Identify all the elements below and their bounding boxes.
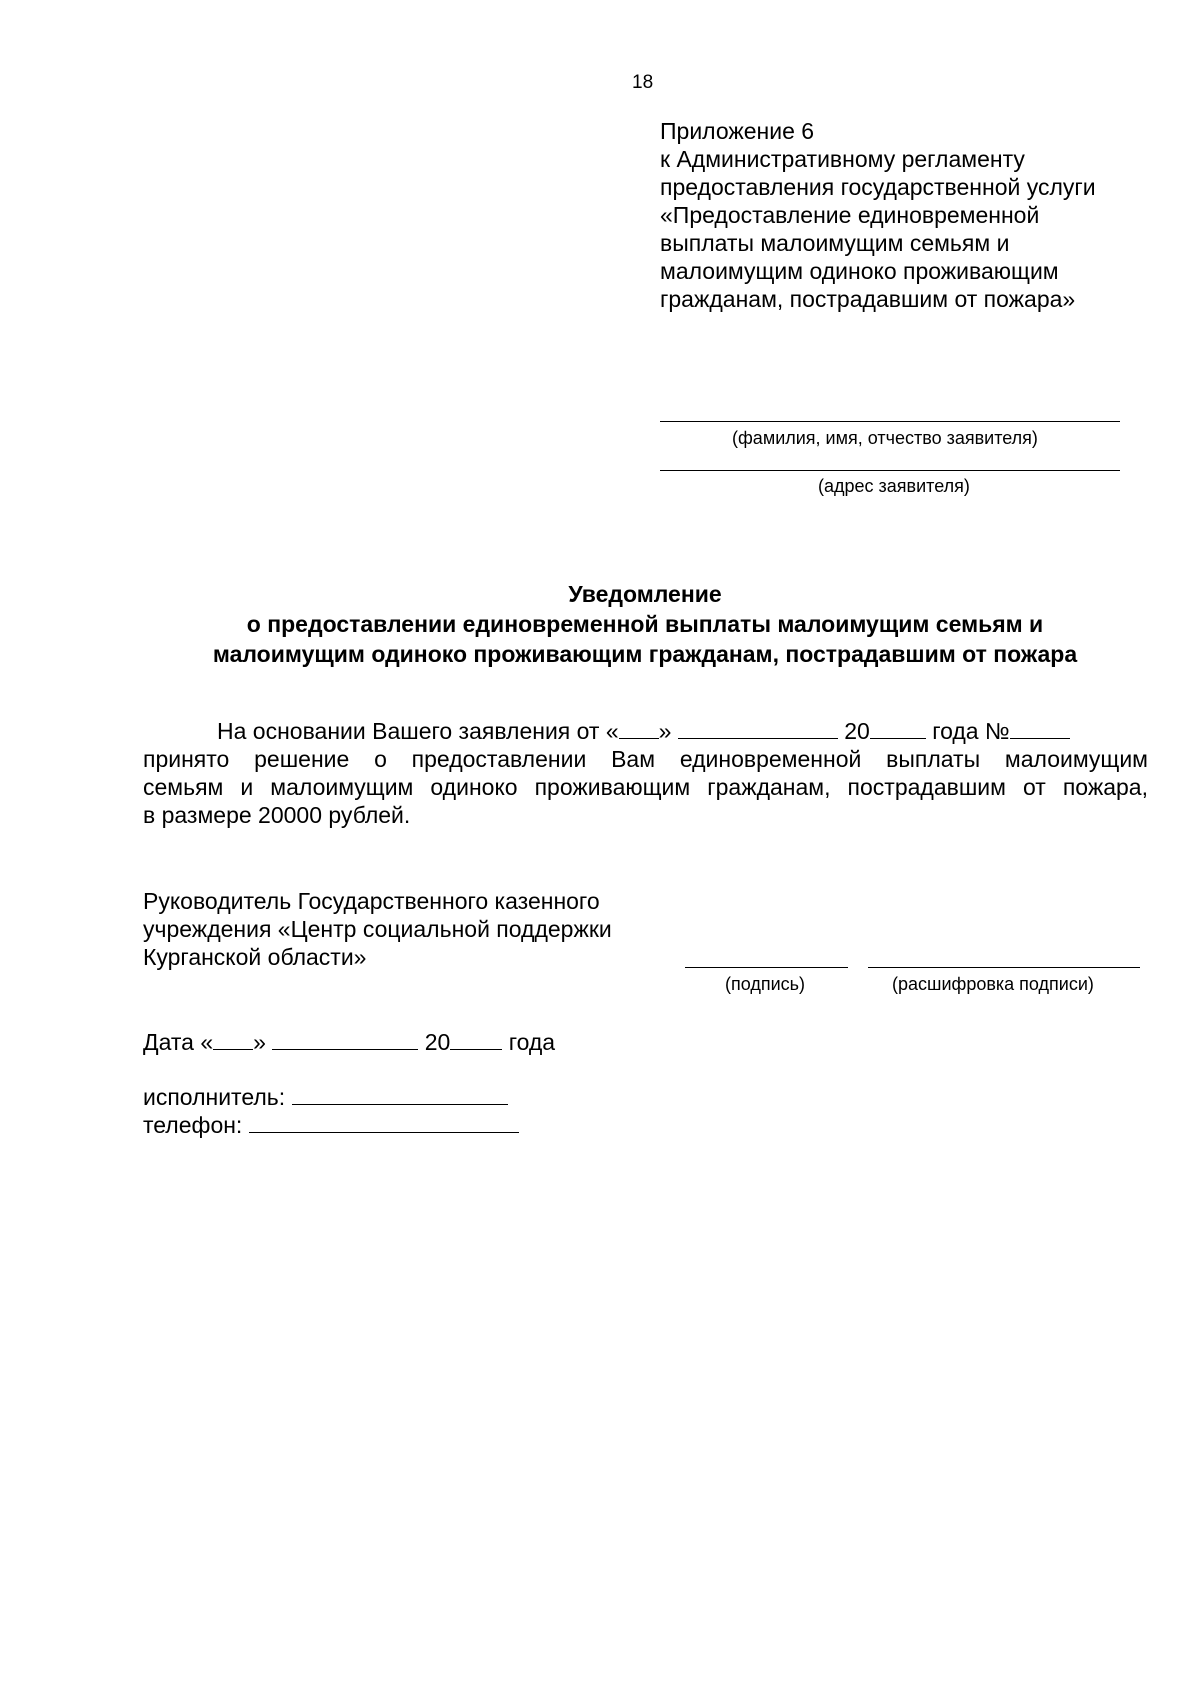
signature-field[interactable]	[685, 967, 848, 968]
signer-line: учреждения «Центр социальной поддержки	[143, 916, 612, 942]
date-month-field[interactable]	[272, 1028, 418, 1050]
appendix-line: к Административному регламенту	[660, 146, 1025, 172]
appendix-header	[660, 117, 1140, 313]
notice-title-line: малоимущим одиноко проживающим гражданам, пострадавшим от пожара	[212, 641, 1078, 667]
body-line-4: в размере 20000 рублей.	[143, 802, 411, 828]
executor-block	[143, 1083, 519, 1139]
body-text-fragment: 20	[844, 718, 870, 744]
date-day-field[interactable]	[213, 1028, 253, 1050]
page-number: 18	[632, 72, 654, 93]
application-year-field[interactable]	[870, 717, 926, 739]
phone-label: телефон:	[143, 1112, 243, 1138]
signer-line: Руководитель Государственного казенного	[143, 888, 600, 914]
date-quote: »	[253, 1029, 266, 1055]
notice-body	[143, 717, 1148, 829]
date-label: Дата «	[143, 1029, 214, 1055]
body-line-1	[143, 717, 1148, 745]
applicant-name-field[interactable]	[660, 421, 1120, 422]
notice-title-line: Уведомление	[568, 581, 722, 607]
application-day-field[interactable]	[619, 717, 659, 739]
application-month-field[interactable]	[678, 717, 838, 739]
application-number-field[interactable]	[1010, 717, 1070, 739]
body-text-fragment: »	[658, 718, 672, 744]
appendix-line: «Предоставление единовременной	[660, 202, 1040, 228]
executor-field[interactable]	[292, 1083, 508, 1105]
appendix-line: предоставления государственной услуги	[660, 174, 1096, 200]
date-line	[143, 1028, 555, 1056]
date-year-prefix: 20	[424, 1029, 451, 1055]
applicant-address-field[interactable]	[660, 470, 1120, 471]
notice-title-line: о предоставлении единовременной выплаты малоимущим семьям и	[246, 611, 1044, 637]
signer-block	[143, 887, 612, 971]
phone-line	[143, 1111, 519, 1139]
appendix-line: гражданам, пострадавшим от пожара»	[660, 286, 1076, 312]
body-line-3: семьям и малоимущим одиноко проживающим гражданам, пострадавшим от пожара,	[143, 774, 1148, 800]
date-suffix: года	[508, 1029, 556, 1055]
body-text-fragment: На основании Вашего заявления от «	[217, 718, 619, 744]
signature-caption: (подпись)	[725, 974, 806, 994]
applicant-name-caption: (фамилия, имя, отчество заявителя)	[732, 428, 1038, 448]
signature-decoding-caption: (расшифровка подписи)	[892, 974, 1094, 994]
phone-field[interactable]	[249, 1111, 519, 1133]
appendix-line: малоимущим одиноко проживающим	[660, 258, 1059, 284]
body-line-2: принято решение о предоставлении Вам единовременной выплаты малоимущим	[143, 746, 1148, 772]
executor-line	[143, 1083, 519, 1111]
signer-line: Курганской области»	[143, 944, 367, 970]
notice-title	[0, 579, 1200, 669]
body-text-fragment: года №	[932, 718, 1010, 744]
executor-label: исполнитель:	[143, 1084, 286, 1110]
signature-decoding-field[interactable]	[868, 967, 1140, 968]
applicant-address-caption: (адрес заявителя)	[818, 476, 970, 496]
appendix-line: Приложение 6	[660, 118, 815, 144]
date-year-field[interactable]	[450, 1028, 502, 1050]
appendix-line: выплаты малоимущим семьям и	[660, 230, 1010, 256]
